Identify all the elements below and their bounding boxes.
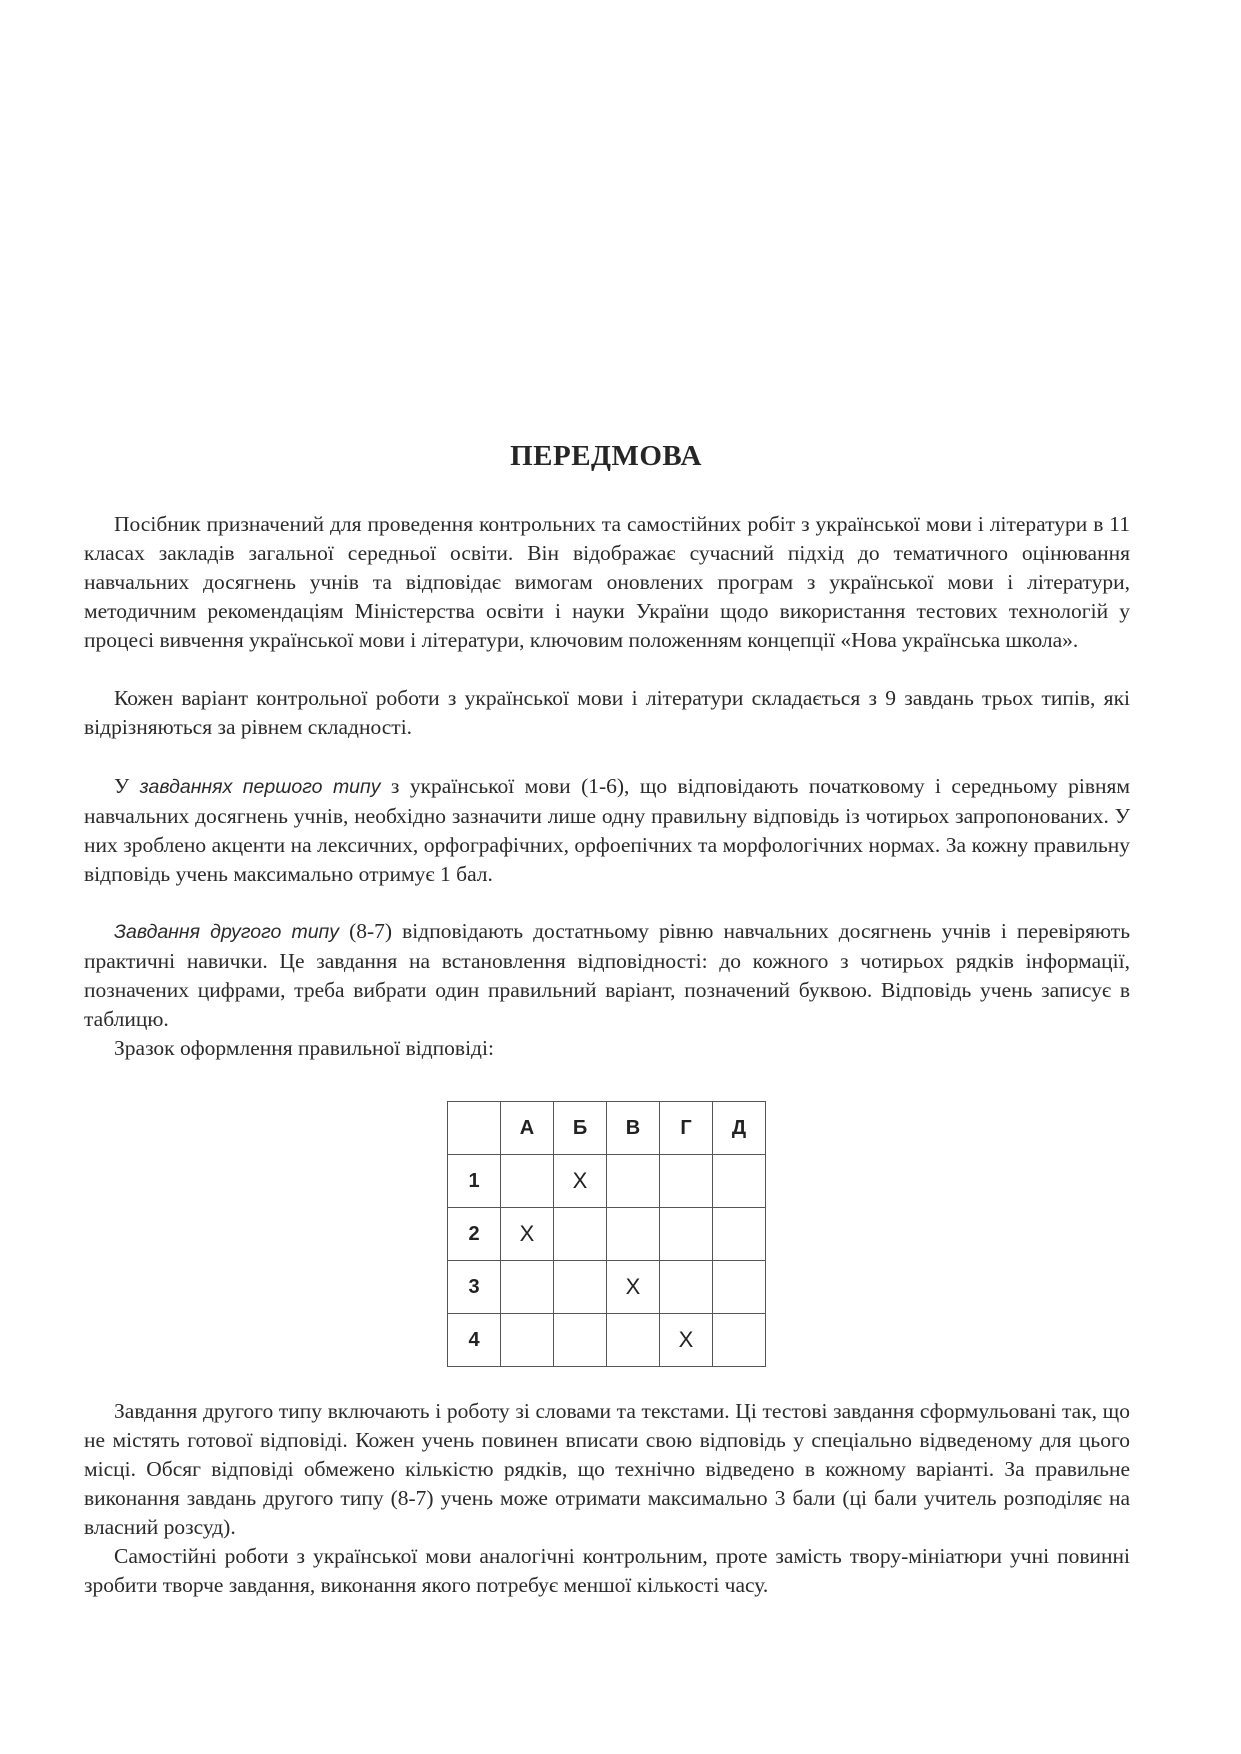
- grid-cell: [660, 1208, 713, 1261]
- second-type-text: (8-7) відповідають достатньому рівню навчальних досягнень учнів і перевіряють практичні навички. Це завдання на встановлення відповідності: до кожного з чотирьох рядків інформації, позначених цифрами, треба вибрати один правильний варіант, позначений буквою. Відповідь учень записує в таблицю.: [84, 919, 1130, 1031]
- grid-cell: [607, 1208, 660, 1261]
- intro-paragraph: Посібник призначений для проведення контрольних та самостійних робіт з української мови і літератури в 11 класах закладів загальної середньої освіти. Він відображає сучасний підхід до тематичного оцінювання навчальних досягнень учнів та відповідає вимогам оновлених програм з української мови і літератури, методичним рекомендаціям Міністерства освіти і науки України щодо використання тестових технологій у процесі вивчення української мови і літератури, ключовим положенням концепції «Нова українська школа».: [84, 512, 1130, 652]
- sample-caption: Зразок оформлення правильної відповіді:: [114, 1036, 494, 1060]
- grid-col-header: Г: [660, 1102, 713, 1155]
- first-type-lead: У: [114, 774, 140, 798]
- grid-cell: [713, 1261, 766, 1314]
- grid-cell: [554, 1208, 607, 1261]
- page-title: ПЕРЕДМОВА: [510, 440, 702, 472]
- grid-col-header: Б: [554, 1102, 607, 1155]
- first-type-term: завданнях першого типу: [139, 776, 381, 798]
- grid-cell: X: [501, 1208, 554, 1261]
- grid-cell: [554, 1314, 607, 1367]
- grid-cell: [501, 1155, 554, 1208]
- grid-row: [448, 1314, 766, 1367]
- grid-cell: [713, 1155, 766, 1208]
- grid-corner-cell: [448, 1102, 501, 1155]
- grid-cell: [501, 1314, 554, 1367]
- grid-cell: [554, 1261, 607, 1314]
- grid-row: [448, 1261, 766, 1314]
- grid-row-label: 2: [448, 1208, 501, 1261]
- structure-paragraph: Кожен варіант контрольної роботи з української мови і літератури складається з 9 завдань трьох типів, які відрізняються за рівнем складності.: [84, 686, 1130, 739]
- first-type-text: з української мови (1-6), що відповідають початковому і середньому рівням навчальних досягнень учнів, необхідно зазначити лише одну правильну відповідь із чотирьох запропонованих. У них зроблено акценти на лексичних, орфографічних, орфоепічних та морфологічних нормах. За кожну правильну відповідь учень максимально отримує 1 бал.: [84, 774, 1130, 886]
- second-type-term: Завдання другого типу: [114, 921, 340, 943]
- grid-row: [448, 1155, 766, 1208]
- grid-cell: X: [607, 1261, 660, 1314]
- grid-cell: [713, 1314, 766, 1367]
- grid-cell: [660, 1261, 713, 1314]
- second-type-details-paragraph: Завдання другого типу включають і роботу зі словами та текстами. Ці тестові завдання сформульовані так, що не містять готової відповіді. Кожен учень повинен вписати свою відповідь у спеціально відведеному для цього місці. Обсяг відповіді обмежено кількістю рядків, що технічно відведено в кожному варіанті. За правильне виконання завдань другого типу (8-7) учень може отримати максимально 3 бали (ці бали учитель розподіляє на власний розсуд).: [84, 1399, 1130, 1539]
- grid-cell: [607, 1314, 660, 1367]
- grid-col-header: А: [501, 1102, 554, 1155]
- grid-cell: X: [660, 1314, 713, 1367]
- grid-col-header: В: [607, 1102, 660, 1155]
- self-work-paragraph: Самостійні роботи з української мови аналогічні контрольним, проте замість твору-мініатюри учні повинні зробити творче завдання, виконання якого потребує меншої кількості часу.: [84, 1544, 1130, 1597]
- grid-row-label: 3: [448, 1261, 501, 1314]
- first-type-paragraph: [84, 772, 1130, 889]
- grid-cell: [660, 1155, 713, 1208]
- grid-cell: [501, 1261, 554, 1314]
- grid-cell: [713, 1208, 766, 1261]
- second-type-paragraph: [84, 917, 1130, 1034]
- grid-row-label: 4: [448, 1314, 501, 1367]
- grid-col-header: Д: [713, 1102, 766, 1155]
- grid-row: [448, 1208, 766, 1261]
- grid-row-label: 1: [448, 1155, 501, 1208]
- grid-cell: X: [554, 1155, 607, 1208]
- grid-header-row: [448, 1102, 766, 1155]
- answer-grid: [447, 1101, 766, 1367]
- grid-cell: [607, 1155, 660, 1208]
